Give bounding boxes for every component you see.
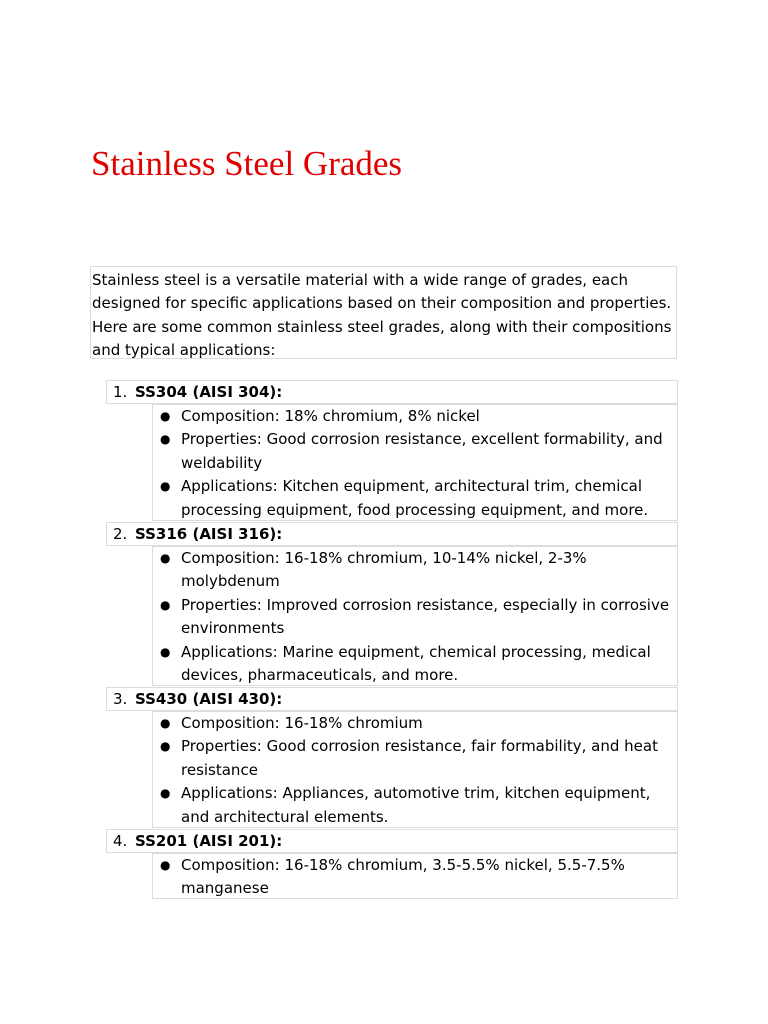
- grade-heading: [106, 687, 678, 711]
- grade-number: 3.: [113, 690, 128, 708]
- grade-details: [152, 404, 678, 521]
- list-item: ● Applications: Appliances, automotive trim, kitchen equipment, and architectural elements.: [160, 784, 651, 826]
- bullet-icon: ●: [160, 786, 171, 801]
- grade-details: [152, 711, 678, 828]
- bullet-icon: ●: [160, 858, 171, 872]
- list-item: ● Composition: 18% chromium, 8% nickel: [153, 405, 677, 428]
- bullet-icon: ●: [160, 716, 171, 730]
- list-item: ● Applications: Kitchen equipment, architectural trim, chemical processing equipment, food processing equipment, and more.: [160, 477, 649, 519]
- list-item: ● Properties: Good corrosion resistance, excellent formability, and weldability: [160, 430, 663, 472]
- grade-heading: [106, 829, 678, 853]
- grade-name: SS201 (AISI 201):: [135, 832, 283, 850]
- grade-number: 2.: [113, 525, 128, 543]
- grade-details: [152, 853, 678, 899]
- bullet-icon: ●: [160, 739, 171, 754]
- intro-paragraph: Stainless steel is a versatile material with a wide range of grades, each designed for specific applications based on their composition and properties. Here are some common stainless steel grades, along with their compositions and typical applications:: [90, 266, 677, 359]
- grade-name: SS316 (AISI 316):: [135, 525, 283, 543]
- list-item: ● Composition: 16-18% chromium, 10-14% nickel, 2-3% molybdenum: [160, 549, 587, 591]
- page-title: Stainless Steel Grades: [91, 144, 403, 183]
- bullet-icon: ●: [160, 432, 171, 447]
- bullet-icon: ●: [160, 551, 171, 565]
- grade-name: SS304 (AISI 304):: [135, 383, 283, 401]
- list-item: ● Properties: Improved corrosion resistance, especially in corrosive environments: [160, 595, 670, 638]
- grade-details: [152, 546, 678, 686]
- list-item: ● Composition: 16-18% chromium: [153, 712, 677, 735]
- grade-number: 4.: [113, 832, 128, 850]
- list-item: ● Composition: 16-18% chromium, 3.5-5.5% nickel, 5.5-7.5% manganese: [160, 856, 625, 898]
- list-item: ● Properties: Good corrosion resistance, fair formability, and heat resistance: [160, 737, 658, 779]
- list-item: ● Applications: Marine equipment, chemical processing, medical devices, pharmaceuticals, and more.: [160, 642, 651, 685]
- bullet-icon: ●: [160, 597, 171, 612]
- bullet-icon: ●: [160, 409, 171, 423]
- grade-name: SS430 (AISI 430):: [135, 690, 283, 708]
- bullet-icon: ●: [160, 479, 171, 494]
- grade-heading: [106, 380, 678, 404]
- bullet-icon: ●: [160, 644, 171, 659]
- grade-heading: [106, 522, 678, 546]
- grade-number: 1.: [113, 383, 128, 401]
